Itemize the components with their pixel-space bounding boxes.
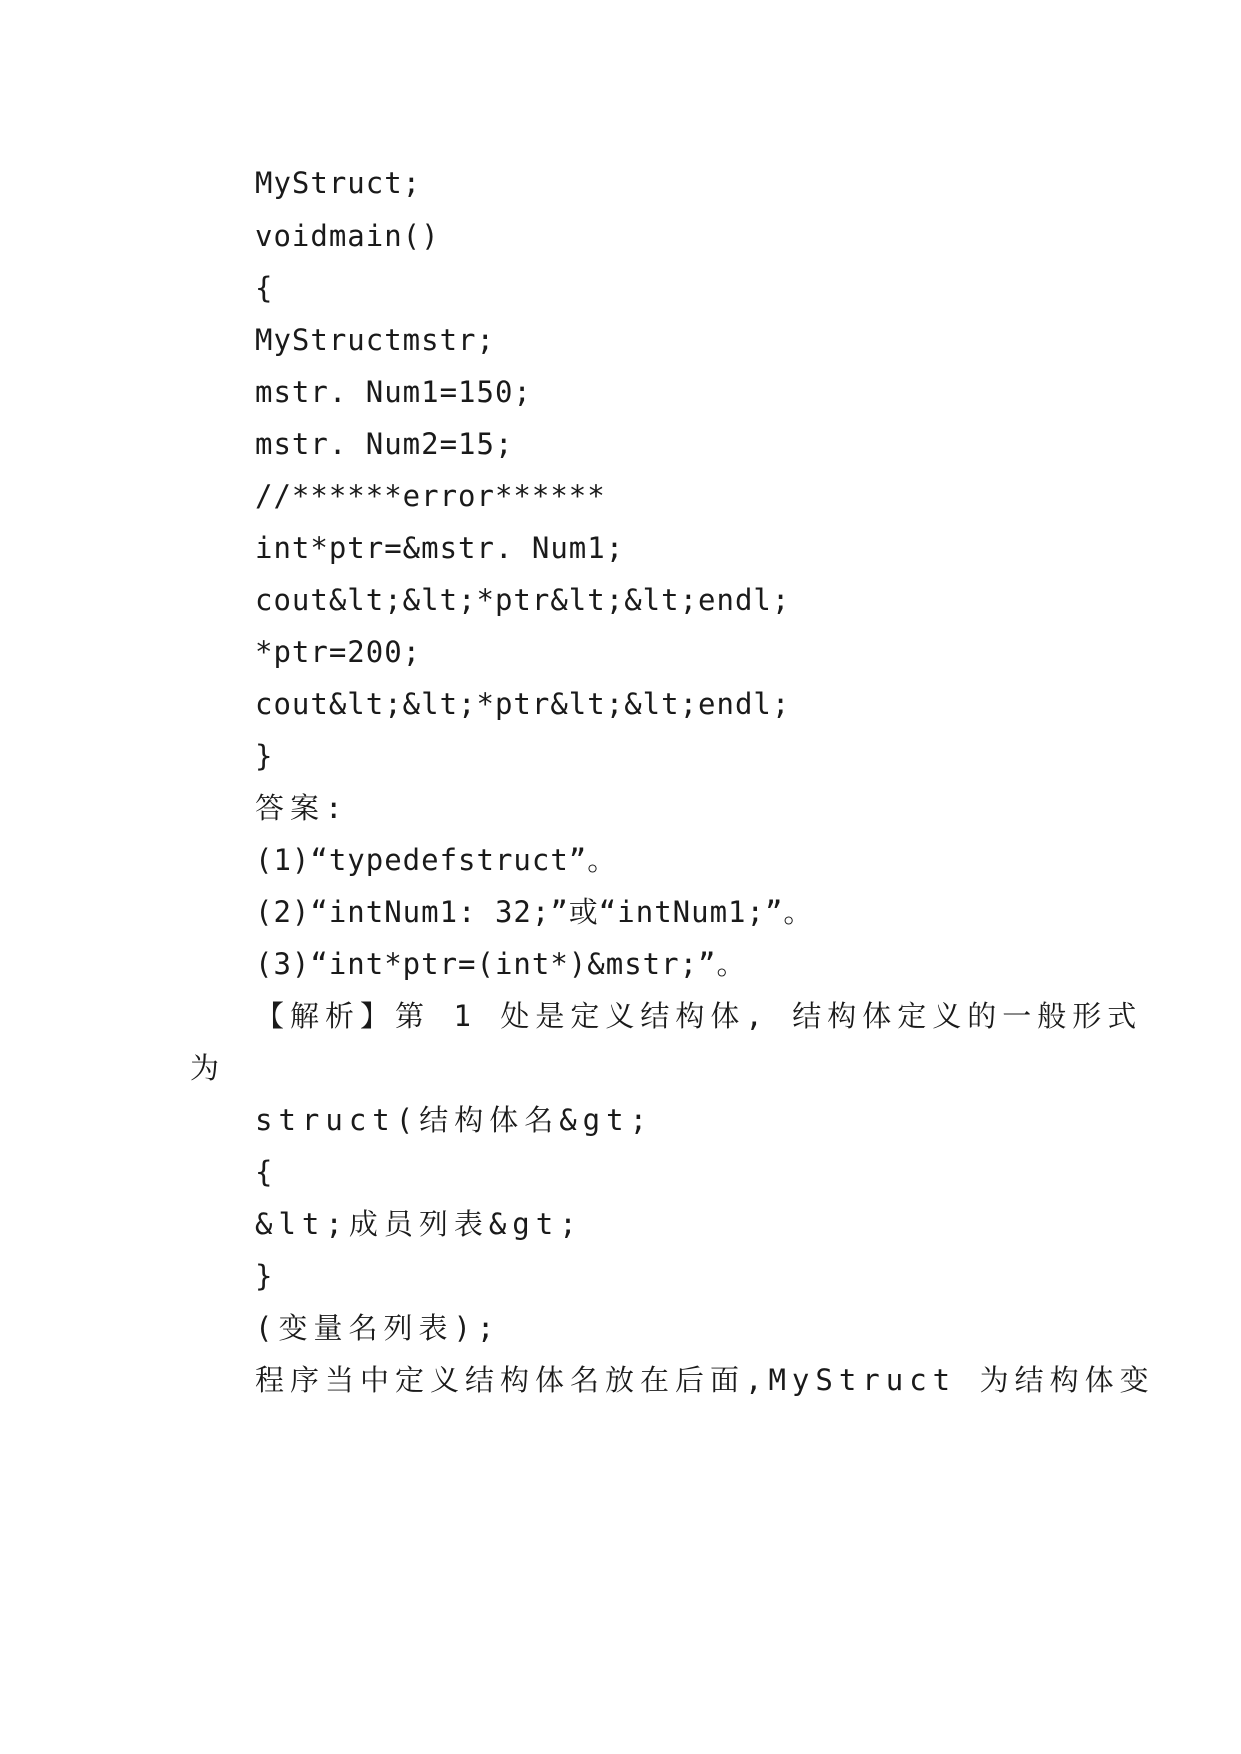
- code-line: MyStruct;: [255, 166, 422, 200]
- struct-form-line: {: [255, 1155, 274, 1189]
- code-line: int*ptr=&mstr. Num1;: [255, 531, 625, 565]
- code-line: voidmain(): [255, 219, 440, 253]
- body-text: 程序当中定义结构体名放在后面,MyStruct 为结构体变: [255, 1363, 1155, 1397]
- analysis-text: 【解析】第 1 处是定义结构体, 结构体定义的一般形式: [255, 999, 1143, 1033]
- code-line: }: [255, 739, 274, 773]
- code-line: MyStructmstr;: [255, 323, 495, 357]
- code-line: mstr. Num1=150;: [255, 375, 532, 409]
- struct-form-line: (变量名列表);: [255, 1311, 501, 1345]
- answer-item: (2)“intNum1: 32;”或“intNum1;”。: [255, 895, 814, 929]
- answer-item: (3)“int*ptr=(int*)&mstr;”。: [255, 947, 747, 981]
- code-line: *ptr=200;: [255, 635, 422, 669]
- answer-item: (1)“typedefstruct”。: [255, 843, 618, 877]
- struct-form-line: &lt;成员列表&gt;: [255, 1207, 583, 1241]
- analysis-text-continued: 为: [190, 1051, 226, 1085]
- struct-form-line: struct(结构体名&gt;: [255, 1103, 654, 1137]
- code-line: cout&lt;&lt;*ptr&lt;&lt;endl;: [255, 687, 791, 721]
- code-line: mstr. Num2=15;: [255, 427, 514, 461]
- struct-form-line: }: [255, 1259, 274, 1293]
- code-comment: //******error******: [255, 479, 606, 513]
- code-line: cout&lt;&lt;*ptr&lt;&lt;endl;: [255, 583, 791, 617]
- answer-heading: 答案:: [255, 791, 349, 825]
- code-line: {: [255, 271, 274, 305]
